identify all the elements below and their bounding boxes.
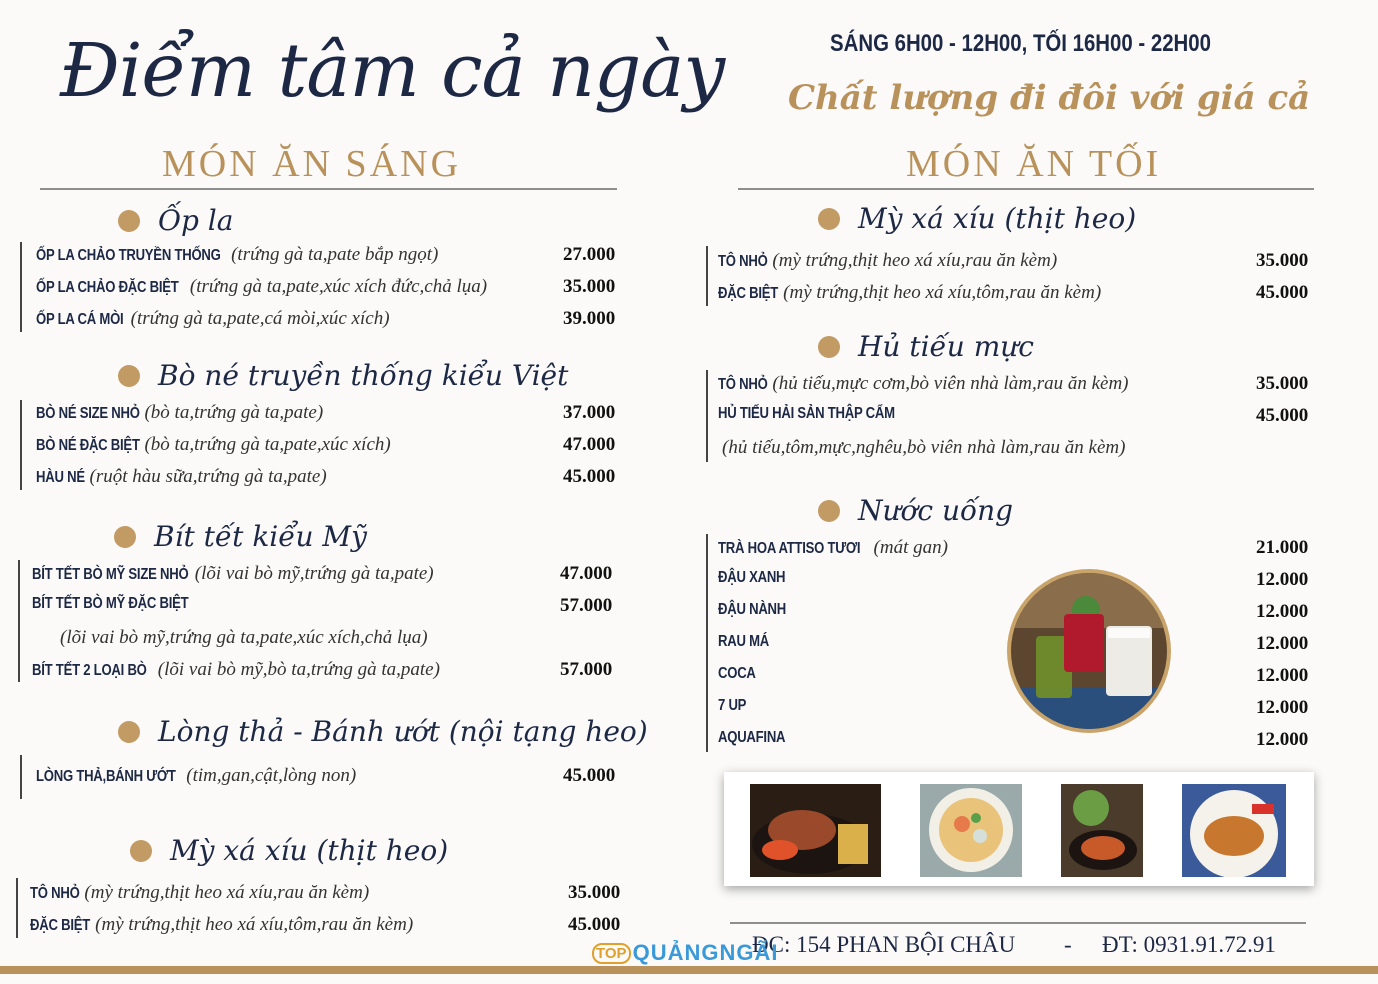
item-price: 12.000 [1256,697,1309,718]
item-desc: (lõi vai bò mỹ,trứng gà ta,pate) [194,563,434,584]
breakfast-rule [40,188,617,190]
footer-rule [730,922,1306,924]
footer-phone: ĐT: 0931.91.72.91 [1102,932,1276,957]
menu-item [36,402,323,424]
menu-item [718,373,1129,395]
item-desc: (trứng gà ta,pate,xúc xích đức,chả lụa) [189,276,488,297]
item-name: BÍT TẾT BÒ MỸ ĐẶC BIỆT [32,595,189,612]
item-price: 57.000 [560,659,613,680]
watermark-logo [592,940,778,966]
item-price: 12.000 [1256,633,1309,654]
group-bar [20,755,22,799]
bullet-icon [118,210,140,232]
bullet-icon [818,500,840,522]
food-photo-plates [1061,784,1143,877]
menu-item [36,434,391,456]
dinner-heading: MÓN ĂN TỐI [906,143,1162,185]
menu-item [718,697,752,715]
menu-item-desc-line [60,627,428,649]
group-bar [706,370,708,462]
category-my-xa-xiu-dinner [818,202,1136,235]
item-name: ỐP LA CHẢO ĐẶC BIỆT [36,279,179,296]
bottom-gold-band [0,966,1378,974]
menu-item [32,563,434,585]
menu-item [36,765,356,787]
category-label: Hủ tiếu mực [858,330,1034,363]
food-photo-steak [750,784,881,877]
menu-item [30,914,413,936]
item-name: LÒNG THẢ,BÁNH ƯỚT [36,768,176,785]
menu-item [30,882,369,904]
slogan: Chất lượng đi đôi với giá cả [788,78,1311,118]
bullet-icon [114,526,136,548]
item-price: 12.000 [1256,665,1309,686]
item-price: 35.000 [1256,250,1309,271]
item-price: 45.000 [563,765,616,786]
category-label: Mỳ xá xíu (thịt heo) [858,202,1137,235]
category-label: Bít tết kiểu Mỹ [154,520,367,553]
item-name: COCA [718,665,756,682]
food-photo-rice [1182,784,1286,877]
group-bar [20,400,22,490]
item-price: 12.000 [1256,569,1309,590]
item-desc: (mát gan) [873,537,948,558]
bullet-icon [118,721,140,743]
category-op-la [118,204,233,237]
bullet-icon [818,208,840,230]
item-desc: (lõi vai bò mỹ,bò ta,trứng gà ta,pate) [157,659,440,680]
item-desc: (hủ tiếu,mực cơm,bò viên nhà làm,rau ăn kèm) [772,373,1129,394]
item-name: ĐẶC BIỆT [718,285,778,302]
item-price: 39.000 [563,308,616,329]
item-name: TRÀ HOA ATTISO TƯƠI [718,540,861,557]
item-price: 57.000 [560,595,613,616]
item-desc: (trứng gà ta,pate bắp ngọt) [231,244,439,265]
item-name: ỐP LA CHẢO TRUYỀN THỐNG [36,247,221,264]
item-name: AQUAFINA [718,729,786,746]
item-desc: (trứng gà ta,pate,cá mòi,xúc xích) [130,308,390,329]
item-price: 45.000 [1256,282,1309,303]
item-name: TÔ NHỎ [718,376,768,393]
item-price: 45.000 [1256,405,1309,426]
category-long-tha [118,715,648,748]
category-my-xa-xiu-breakfast [130,834,448,867]
menu-item [36,244,438,266]
item-desc: (bò ta,trứng gà ta,pate) [144,402,324,423]
group-bar [20,242,22,332]
category-hu-tieu [818,330,1034,363]
menu-item [32,595,223,613]
group-bar [706,534,708,752]
menu-title: Điểm tâm cả ngày [60,28,725,114]
menu-item [32,659,440,681]
menu-item [36,276,487,298]
menu-item [718,405,934,423]
food-photo-noodle [920,784,1022,877]
item-desc: (mỳ trứng,thịt heo xá xíu,rau ăn kèm) [772,250,1058,271]
footer-separator: - [1064,932,1072,957]
item-price: 27.000 [563,244,616,265]
item-price: 21.000 [1256,537,1309,558]
menu-item [718,250,1057,272]
category-label: Mỳ xá xíu (thịt heo) [170,834,449,867]
menu-item [36,308,390,330]
group-bar [18,560,20,682]
item-desc: (ruột hàu sữa,trứng gà ta,pate) [89,466,327,487]
item-price: 47.000 [560,563,613,584]
item-price: 35.000 [568,882,621,903]
item-name: HỦ TIẾU HẢI SẢN THẬP CẨM [718,405,895,422]
bullet-icon [130,840,152,862]
item-price: 12.000 [1256,601,1309,622]
item-name: BÍT TẾT BÒ MỸ SIZE NHỎ [32,566,189,583]
category-label: Nước uống [858,494,1014,527]
item-name: ĐẬU XANH [718,569,786,586]
category-bo-ne [118,359,568,392]
item-desc: (tim,gan,cật,lòng non) [186,765,357,786]
food-photo-strip [724,772,1314,886]
category-nuoc-uong [818,494,1013,527]
menu-item-desc-line [722,437,1125,459]
item-name: ĐẬU NÀNH [718,601,787,618]
bullet-icon [818,336,840,358]
item-name: TÔ NHỎ [30,885,80,902]
item-desc: (mỳ trứng,thịt heo xá xíu,tôm,rau ăn kèm) [95,914,414,935]
category-label: Lòng thả - Bánh ướt (nội tạng heo) [158,715,648,748]
item-name: ỐP LA CÁ MÒI [36,311,124,328]
menu-item [718,569,800,587]
item-price: 35.000 [1256,373,1309,394]
item-name: BÒ NÉ ĐẶC BIỆT [36,437,140,454]
item-desc: (mỳ trứng,thịt heo xá xíu,rau ăn kèm) [84,882,370,903]
group-bar [706,246,708,306]
menu-item [718,729,800,747]
category-bit-tet [114,520,367,553]
menu-item [718,601,801,619]
item-desc: (lõi vai bò mỹ,trứng gà ta,pate,xúc xích,chả lụa) [60,627,428,648]
menu-item [36,466,327,488]
footer-address: ĐC: 154 PHAN BỘI CHÂU [752,932,1016,957]
item-name: 7 UP [718,697,747,714]
category-label: Ốp la [158,204,234,237]
item-price: 47.000 [563,434,616,455]
item-name: ĐẶC BIỆT [30,917,90,934]
item-name: HÀU NÉ [36,469,85,486]
group-bar [16,878,18,938]
item-name: BÍT TẾT 2 LOẠI BÒ [32,662,147,679]
menu-item [718,537,948,559]
menu-item [718,665,764,683]
menu-item [718,633,780,651]
bullet-icon [118,365,140,387]
item-desc: (mỳ trứng,thịt heo xá xíu,tôm,rau ăn kèm) [783,282,1102,303]
item-price: 45.000 [563,466,616,487]
item-name: TÔ NHỎ [718,253,768,270]
item-price: 35.000 [563,276,616,297]
watermark-top: TOP [592,943,631,964]
menu-item [718,282,1101,304]
item-name: BÒ NÉ SIZE NHỎ [36,405,140,422]
item-price: 12.000 [1256,729,1309,750]
item-name: RAU MÁ [718,633,770,650]
category-label: Bò né truyền thống kiểu Việt [158,359,569,392]
item-price: 37.000 [563,402,616,423]
opening-hours: SÁNG 6H00 - 12H00, TỐI 16H00 - 22H00 [830,30,1211,57]
breakfast-heading: MÓN ĂN SÁNG [162,143,462,185]
watermark-main: QUẢNGNGÃI [632,940,779,965]
dinner-rule [738,188,1314,190]
drinks-photo [1006,568,1172,734]
item-price: 45.000 [568,914,621,935]
item-desc: (hủ tiếu,tôm,mực,nghêu,bò viên nhà làm,rau ăn kèm) [722,437,1126,458]
item-desc: (bò ta,trứng gà ta,pate,xúc xích) [144,434,391,455]
